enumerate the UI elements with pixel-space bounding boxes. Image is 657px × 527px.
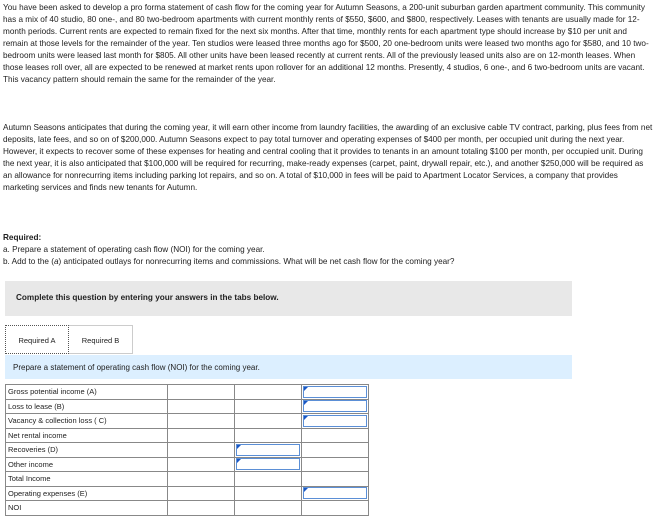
empty-cell bbox=[302, 472, 369, 487]
empty-cell bbox=[235, 414, 302, 429]
row-label: Vacancy & collection loss ( C) bbox=[6, 414, 168, 429]
table-row bbox=[6, 385, 369, 400]
empty-cell bbox=[235, 501, 302, 516]
empty-cell bbox=[168, 414, 235, 429]
empty-cell bbox=[235, 472, 302, 487]
empty-cell bbox=[168, 486, 235, 501]
answer-cell bbox=[235, 457, 302, 472]
part-b-suffix: ) anticipated outlays for nonrecurring items and commissions. What will be net cash flow for the coming year? bbox=[58, 257, 455, 266]
required-section bbox=[3, 232, 653, 268]
required-part-b bbox=[3, 256, 653, 268]
part-b-prefix: b. Add to the ( bbox=[3, 257, 54, 266]
answer-input[interactable] bbox=[236, 458, 300, 470]
row-label: Loss to lease (B) bbox=[6, 399, 168, 414]
table-row bbox=[6, 399, 369, 414]
empty-cell bbox=[168, 501, 235, 516]
empty-cell bbox=[168, 457, 235, 472]
answer-input[interactable] bbox=[303, 487, 367, 499]
answer-cell bbox=[302, 486, 369, 501]
empty-cell bbox=[168, 428, 235, 443]
answer-input[interactable] bbox=[236, 444, 300, 456]
table-row bbox=[6, 472, 369, 487]
empty-cell bbox=[235, 385, 302, 400]
answer-cell bbox=[302, 385, 369, 400]
empty-cell bbox=[302, 428, 369, 443]
empty-cell bbox=[235, 428, 302, 443]
table-row bbox=[6, 414, 369, 429]
answer-cell bbox=[302, 414, 369, 429]
empty-cell bbox=[168, 385, 235, 400]
required-part-a: a. Prepare a statement of operating cash flow (NOI) for the coming year. bbox=[3, 245, 265, 254]
answer-input[interactable] bbox=[303, 400, 367, 412]
empty-cell bbox=[168, 472, 235, 487]
question-paragraph-1: You have been asked to develop a pro forma statement of cash flow for the coming year for Autumn Seasons, a 200-unit suburban garden apartment community. This community has a mix of 40 studio, 80 one-, and 80 two-bedroom apartments with current monthly rents of $550, $600, and $800, respectively. Leases with tenants are usually made for 12-month periods. Current rents are expected to remain fixed for the next six months. After that time, monthly rents for each apartment type should increase by $10 per unit and remain at those levels for the remainder of the year. Ten studios were leased three months ago for $500, 20 one-bedroom units were leased two months ago for $580, and 10 two-bedroom units were leased last month for $805. All other units have been leased recently at current rents. All of the previously leased units also are on 12-month leases. When those leases roll over, all are expected to be renewed at market rents upon rollover for an additional 12 months. Presently, 4 studios, 6 one-, and 6 two-bedroom units are vacant. This vacancy pattern should remain the same for the remainder of the year. bbox=[3, 3, 649, 84]
part-b-italic: a bbox=[53, 257, 59, 266]
instructions-banner: Complete this question by entering your answers in the tabs below. bbox=[5, 281, 572, 316]
empty-cell bbox=[302, 501, 369, 516]
row-label: Net rental income bbox=[6, 428, 168, 443]
row-label: NOI bbox=[6, 501, 168, 516]
row-label: Recoveries (D) bbox=[6, 443, 168, 458]
required-heading: Required: bbox=[3, 233, 42, 242]
tab-required-b[interactable]: Required B bbox=[69, 325, 133, 354]
table-row bbox=[6, 443, 369, 458]
answer-cell bbox=[302, 399, 369, 414]
noi-statement-table bbox=[5, 384, 369, 516]
row-label: Other income bbox=[6, 457, 168, 472]
empty-cell bbox=[302, 443, 369, 458]
empty-cell bbox=[235, 486, 302, 501]
tab-required-a[interactable]: Required A bbox=[5, 325, 69, 354]
answer-input[interactable] bbox=[303, 386, 367, 398]
row-label: Operating expenses (E) bbox=[6, 486, 168, 501]
tab-instruction: Prepare a statement of operating cash flow (NOI) for the coming year. bbox=[5, 355, 572, 379]
table-row bbox=[6, 457, 369, 472]
empty-cell bbox=[235, 399, 302, 414]
answer-input[interactable] bbox=[303, 415, 367, 427]
table-row bbox=[6, 501, 369, 516]
table-row bbox=[6, 486, 369, 501]
table-row bbox=[6, 428, 369, 443]
row-label: Total Income bbox=[6, 472, 168, 487]
empty-cell bbox=[168, 443, 235, 458]
answer-cell bbox=[235, 443, 302, 458]
empty-cell bbox=[302, 457, 369, 472]
row-label: Gross potential income (A) bbox=[6, 385, 168, 400]
empty-cell bbox=[168, 399, 235, 414]
question-paragraph-2: Autumn Seasons anticipates that during the coming year, it will earn other income from laundry facilities, the awarding of an exclusive cable TV contract, parking, plus fees from net deposits, late fees, and so on of $200,000. Autumn Seasons expect to pay total turnover and operating expenses of $400 per month, per occupied unit during the next year. However, it expects to recover some of these expenses for heating and central cooling that it provides to tenants in an amount totaling $100 per month, per occupied unit. During the next year, it is also anticipated that $100,000 will be required for recurring, make-ready expenses (carpet, paint, drywall repair, etc.), and another $250,000 will be required as an allowance for nonrecurring items including parking lot repairs, and so on. A total of $10,000 in fees will be paid to Apartment Locator Services, a company that provides marketing services and finds new tenants for Autumn. bbox=[3, 123, 653, 192]
